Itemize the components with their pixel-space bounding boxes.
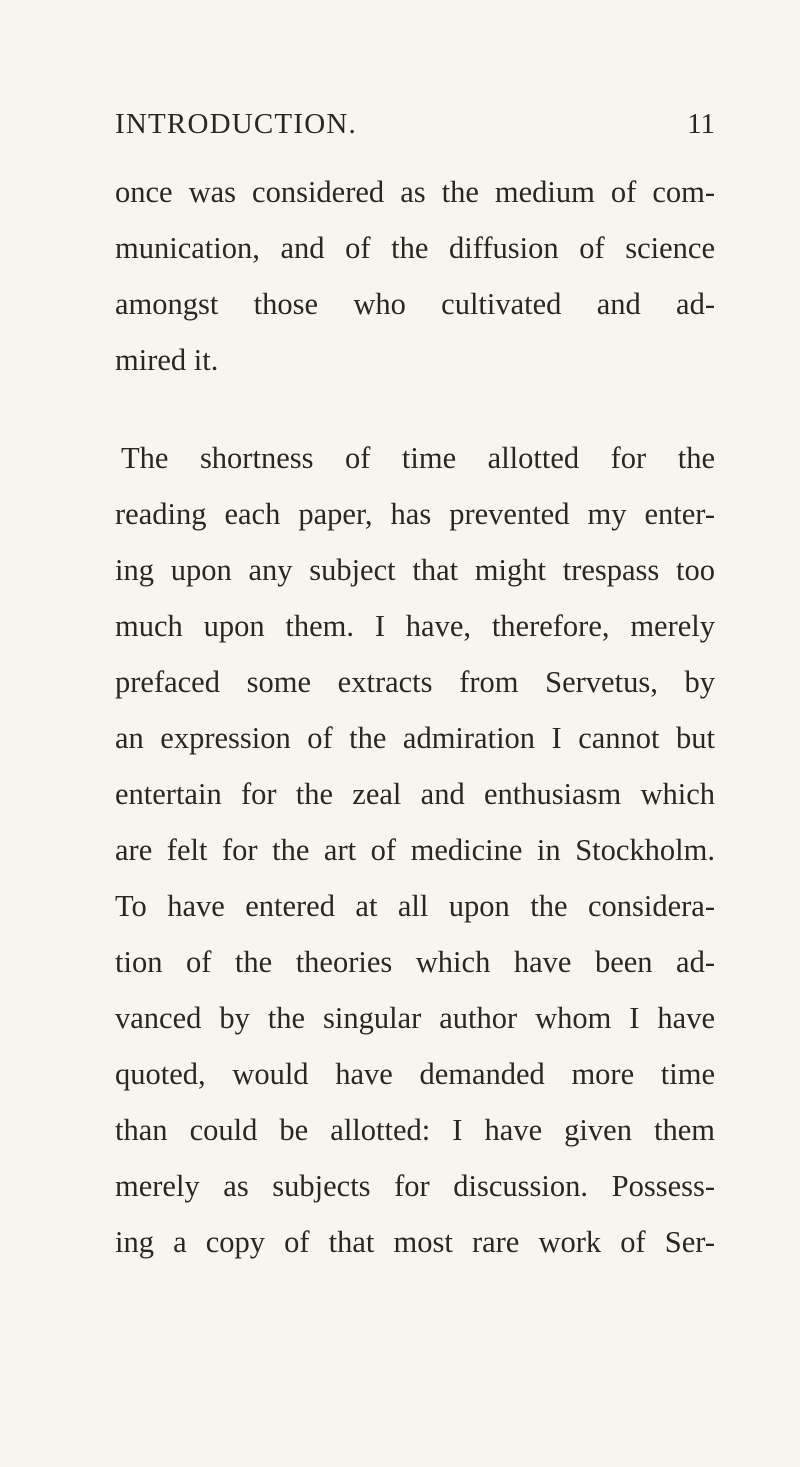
paragraph-2 bbox=[115, 430, 715, 1270]
text-line: are felt for the art of medicine in Stockholm. bbox=[115, 833, 715, 867]
text-line: merely as subjects for discussion. Possess- bbox=[115, 1169, 715, 1203]
text-line: The shortness of time allotted for the bbox=[121, 441, 715, 475]
text-line: once was considered as the medium of com- bbox=[115, 175, 715, 209]
text-line: vanced by the singular author whom I have bbox=[115, 1001, 715, 1035]
text-line: entertain for the zeal and enthusiasm which bbox=[115, 777, 715, 811]
text-line: ing upon any subject that might trespass too bbox=[115, 553, 715, 587]
text-line: amongst those who cultivated and ad- bbox=[115, 287, 715, 321]
paragraph-1 bbox=[115, 164, 715, 388]
text-line: much upon them. I have, therefore, merely bbox=[115, 609, 715, 643]
text-line: To have entered at all upon the considera- bbox=[115, 889, 715, 923]
text-line: munication, and of the diffusion of science bbox=[115, 231, 715, 265]
text-line: reading each paper, has prevented my enter- bbox=[115, 497, 715, 531]
text-line: tion of the theories which have been ad- bbox=[115, 945, 715, 979]
text-line: an expression of the admiration I cannot but bbox=[115, 721, 715, 755]
text-line: quoted, would have demanded more time bbox=[115, 1057, 715, 1091]
text-line: mired it. bbox=[115, 343, 219, 377]
text-line: than could be allotted: I have given them bbox=[115, 1113, 715, 1147]
page-number: 11 bbox=[687, 108, 715, 140]
text-line: ing a copy of that most rare work of Ser- bbox=[115, 1225, 715, 1259]
running-title: INTRODUCTION. bbox=[115, 108, 357, 140]
text-line: prefaced some extracts from Servetus, by bbox=[115, 665, 715, 699]
running-head bbox=[115, 108, 715, 148]
